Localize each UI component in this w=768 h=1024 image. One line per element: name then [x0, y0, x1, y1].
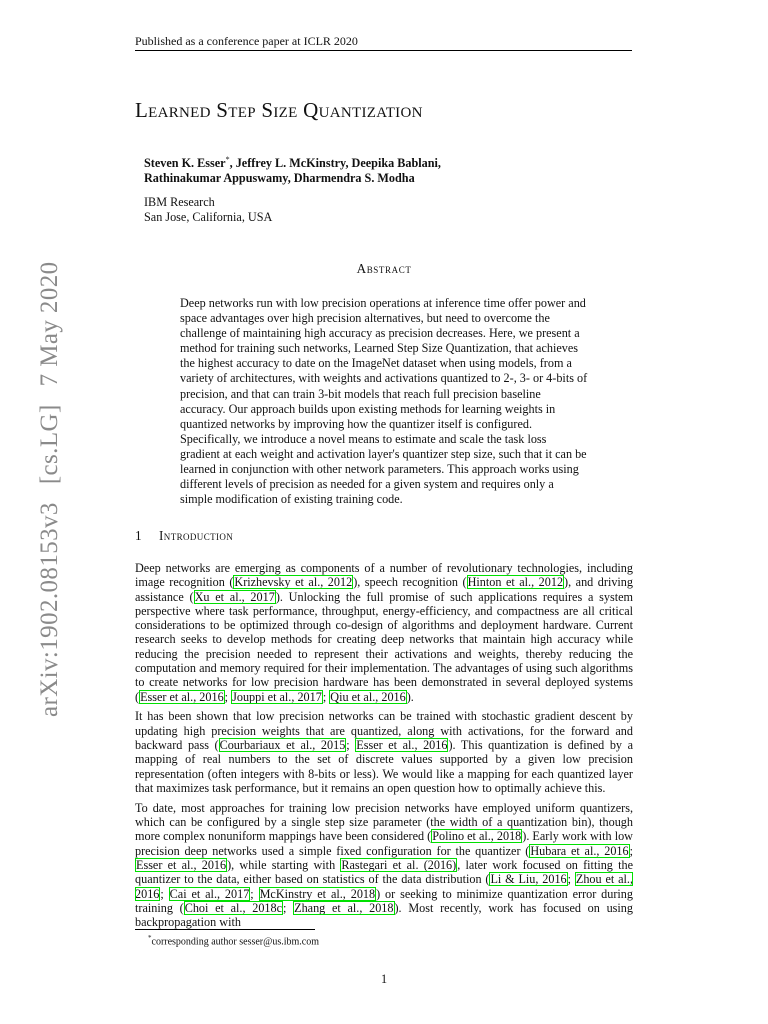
citation-link[interactable]: Esser et al., 2016	[136, 857, 227, 872]
paragraph-2	[135, 709, 633, 795]
text-run: ;	[629, 843, 633, 858]
citation-link[interactable]: Choi et al., 2018c	[184, 900, 283, 915]
text-run: ), speech recognition (	[353, 575, 467, 590]
footnote-text: corresponding author sesser@us.ibm.com	[151, 936, 320, 948]
arxiv-date: 7 May 2020	[36, 261, 63, 387]
abstract-body	[180, 296, 588, 507]
text-run: , later work focused on fitting the quantizer to the data, either based on statistics of the data distribution (	[135, 857, 634, 887]
paragraph-1	[135, 561, 633, 704]
text-run: Deep networks are emerging as components of a number of revolutionary technologies, including image recognition (	[135, 561, 633, 590]
text-run: ). Unlocking the full promise of such applications requires a system perspective where task performance, throughput, energy-efficiency, and compactness are all critical considerations to be optimized through co-design of algorithms and deployment hardware. Current research seeks to develop methods for creating deep networks that maintain high accuracy while reducing the precision needed to represent their activations and weights, thereby reducing the computation and memory required for their implementation. The advantages of using such algorithms to create networks for low precision hardware has been demonstrated in several deployed systems (	[135, 589, 633, 704]
text-run: ;	[322, 689, 330, 704]
footnote	[148, 934, 319, 947]
section-title: Introduction	[159, 528, 234, 543]
affiliation	[144, 195, 272, 224]
arxiv-id: arXiv:1902.08153v3	[36, 502, 63, 717]
text-run: ;	[283, 900, 294, 915]
paragraph-3	[135, 801, 633, 930]
abstract-heading: Abstract	[356, 261, 412, 276]
text-run: ;	[224, 689, 232, 704]
section-number: 1	[135, 528, 142, 543]
citation-link[interactable]: Rastegari et al. (2016)	[341, 857, 457, 872]
text-run: ), while starting with	[227, 857, 341, 872]
citation-link[interactable]: Esser et al., 2016	[140, 689, 224, 704]
author-first: Steven K. Esser	[144, 156, 226, 171]
footnote-mark: *	[148, 934, 152, 942]
text-run: ;	[160, 886, 169, 901]
citation-link[interactable]: Hubara et al., 2016	[530, 843, 629, 858]
abstract-text: Deep networks run with low precision operations at inference time offer power and space advantages over high precision alternatives, but need to overcome the challenge of maintaining high accuracy as precision decreases. Here, we present a method for training such networks, Learned Step Size Quantization, that achieves the highest accuracy to date on the ImageNet dataset when using models, from a variety of architectures, with weights and activations quantized to 2-, 3- or 4-bits of precision, and that can train 3-bit models that reach full precision baseline accuracy. Our approach builds upon existing methods for learning weights in quantized networks by improving how the quantizer itself is configured. Specifically, we introduce a novel means to estimate and scale the task loss gradient at each weight and activation layer's quantizer step size, such that it can be learned in conjunction with other network parameters. This approach works using different levels of precision as needed for a given system and requires only a simple modification of existing training code.	[180, 296, 588, 507]
text-run: ).	[406, 689, 414, 704]
citation-link[interactable]: Qiu et al., 2016	[330, 689, 406, 704]
text-run: It has been shown that low precision networks can be trained with stochastic gradient descent by updating high precision weights that are quantized, along with activations, for the forward and backward pass (	[135, 709, 633, 753]
citation-link[interactable]: Polino et al., 2018	[432, 829, 522, 844]
affiliation-org: IBM Research	[144, 195, 215, 209]
header-rule	[135, 50, 632, 51]
paper-title: Learned Step Size Quantization	[135, 98, 423, 122]
text-run: ), and driving assistance (	[135, 575, 633, 604]
citation-link[interactable]: Zhang et al., 2018	[294, 900, 394, 915]
text-run: ;	[250, 886, 259, 901]
footnote-rule	[135, 929, 315, 930]
page-number: 1	[380, 972, 388, 986]
text-run: To date, most approaches for training low precision networks have employed uniform quantizers, which can be configured by a single step size parameter (the width of a quantization bin), though more complex nonuniform mappings have been considered (	[135, 800, 633, 844]
running-header: Published as a conference paper at ICLR 2020	[135, 34, 358, 48]
arxiv-stamp	[36, 261, 64, 717]
citation-link[interactable]: Krizhevsky et al., 2012	[234, 575, 353, 590]
arxiv-category: [cs.LG]	[36, 404, 63, 485]
text-run: ;	[567, 872, 575, 887]
text-run: ). This quantization is defined by a mapping of real numbers to the set of discrete values supported by a given low precision representation (often integers with 8-bits or less). We would like a mapping for each quantized layer that maximizes task performance, but it remains an open question how to optimally achieve this.	[135, 738, 633, 795]
citation-link[interactable]: Xu et al., 2017	[194, 589, 275, 604]
citation-link[interactable]: Courbariaux et al., 2015	[219, 738, 346, 753]
text-run: ;	[346, 738, 356, 753]
citation-link[interactable]: Zhou et al., 2016	[135, 872, 633, 901]
citation-link[interactable]: Hinton et al., 2012	[467, 575, 564, 590]
intro-body	[135, 561, 633, 935]
section-heading	[135, 528, 233, 544]
citation-link[interactable]: McKinstry et al., 2018	[259, 886, 376, 901]
author-rest: , Jeffrey L. McKinstry, Deepika Bablani,	[229, 156, 441, 171]
citation-link[interactable]: Li & Liu, 2016	[490, 872, 567, 887]
text-run: ). Early work with low precision deep networks used a simple fixed configuration for the quantizer (	[135, 829, 633, 858]
author-mark: *	[225, 155, 230, 164]
affiliation-location: San Jose, California, USA	[144, 209, 273, 224]
author-list	[144, 152, 624, 186]
author-line-2: Rathinakumar Appuswamy, Dharmendra S. Modha	[144, 171, 415, 186]
citation-link[interactable]: Jouppi et al., 2017	[232, 689, 322, 704]
citation-link[interactable]: Cai et al., 2017	[169, 886, 250, 901]
text-run: ). Most recently, work has focused on using backpropagation with	[135, 900, 633, 930]
citation-link[interactable]: Esser et al., 2016	[356, 738, 448, 753]
text-run: ) or seeking to minimize quantization error during training (	[135, 886, 633, 915]
